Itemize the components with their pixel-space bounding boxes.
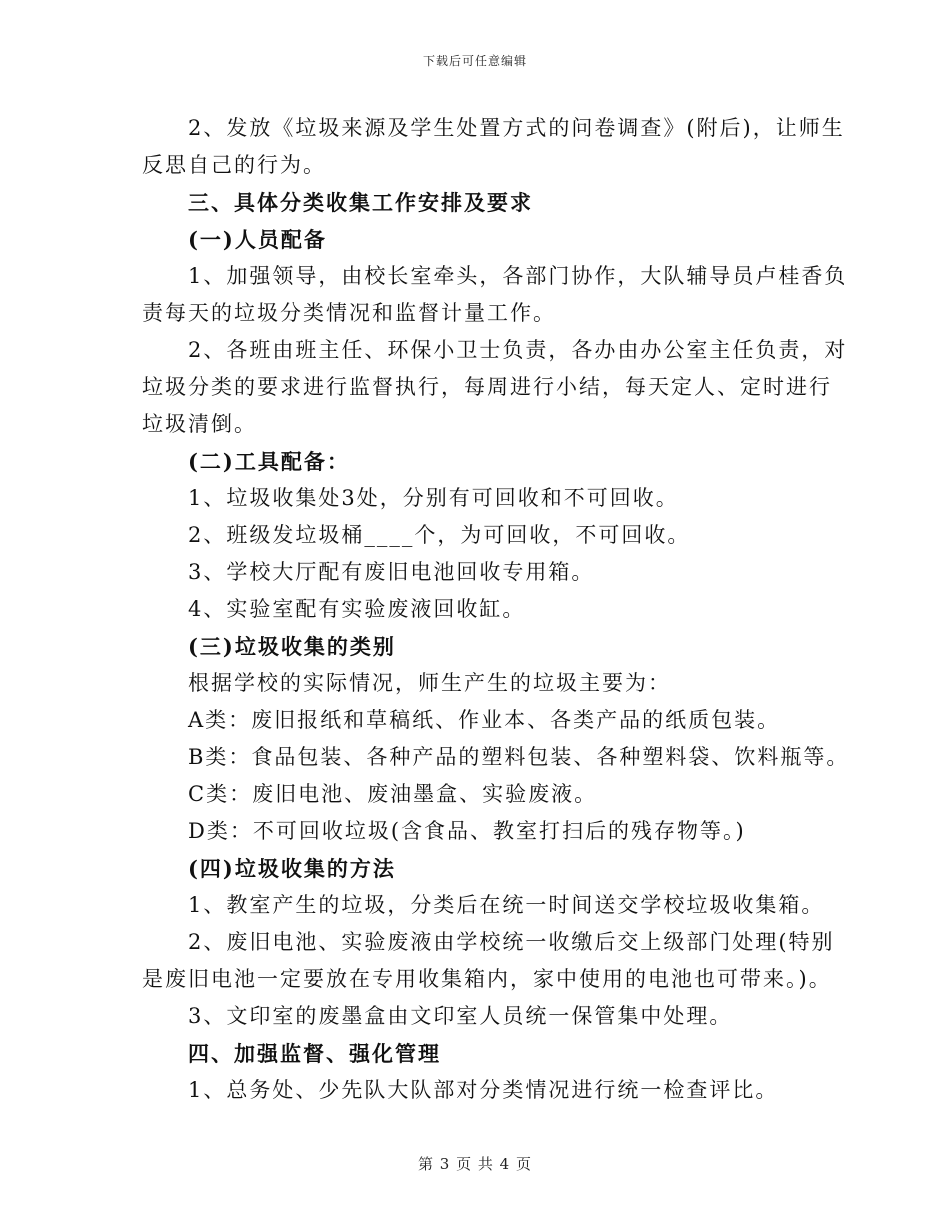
document-body: [142, 110, 850, 1109]
page-footer: 第 3 页 共 4 页: [418, 1155, 532, 1173]
page-header: 下载后可任意编辑: [422, 54, 527, 68]
paragraph-line: 2、发放《垃圾来源及学生处置方式的问卷调查》(附后)，让师生: [188, 116, 845, 140]
paragraph-line: 1、垃圾收集处3处，分别有可回收和不可回收。: [188, 486, 679, 510]
paragraph-line: 垃圾分类的要求进行监督执行，每周进行小结，每天定人、定时进行: [142, 375, 832, 399]
category-line: C类：废旧电池、废油墨盒、实验废液。: [188, 782, 598, 806]
paragraph-line: 4、实验室配有实验废液回收缸。: [188, 597, 526, 621]
paragraph-line: 2、各班由班主任、环保小卫士负责，各办由办公室主任负责，对: [188, 338, 848, 362]
subsection-heading: (三)垃圾收集的类别: [188, 634, 396, 659]
paragraph-line: 3、学校大厅配有废旧电池回收专用箱。: [188, 560, 595, 584]
category-line: B类：食品包装、各种产品的塑料包装、各种塑料袋、饮料瓶等。: [188, 745, 850, 769]
category-line: A类：废旧报纸和草稿纸、作业本、各类产品的纸质包装。: [188, 708, 781, 732]
section-heading: 三、具体分类收集工作安排及要求: [188, 190, 533, 215]
paragraph-line: 根据学校的实际情况，师生产生的垃圾主要为：: [188, 671, 671, 695]
subsection-heading: (一)人员配备: [188, 227, 327, 252]
paragraph-line: 1、总务处、少先队大队部对分类情况进行统一检查评比。: [188, 1078, 779, 1102]
category-line: D类：不可回收垃圾(含食品、教室打扫后的残存物等。): [188, 819, 746, 843]
subsection-heading: (二)工具配备：: [188, 449, 350, 474]
paragraph-line: 是废旧电池一定要放在专用收集箱内，家中使用的电池也可带来。)。: [142, 967, 832, 991]
paragraph-line: 反思自己的行为。: [142, 153, 326, 177]
paragraph-line: 3、文印室的废墨盒由文印室人员统一保管集中处理。: [188, 1004, 733, 1028]
paragraph-line: 2、废旧电池、实验废液由学校统一收缴后交上级部门处理(特别: [188, 930, 835, 954]
paragraph-line: 1、教室产生的垃圾，分类后在统一时间送交学校垃圾收集箱。: [188, 893, 825, 917]
paragraph-line: 垃圾清倒。: [142, 412, 257, 436]
paragraph-line: 2、班级发垃圾桶____个，为可回收，不可回收。: [188, 523, 691, 547]
subsection-heading: (四)垃圾收集的方法: [188, 856, 396, 881]
paragraph-line: 责每天的垃圾分类情况和监督计量工作。: [142, 301, 556, 325]
section-heading: 四、加强监督、强化管理: [188, 1041, 441, 1066]
paragraph-line: 1、加强领导，由校长室牵头，各部门协作，大队辅导员卢桂香负: [188, 264, 848, 288]
